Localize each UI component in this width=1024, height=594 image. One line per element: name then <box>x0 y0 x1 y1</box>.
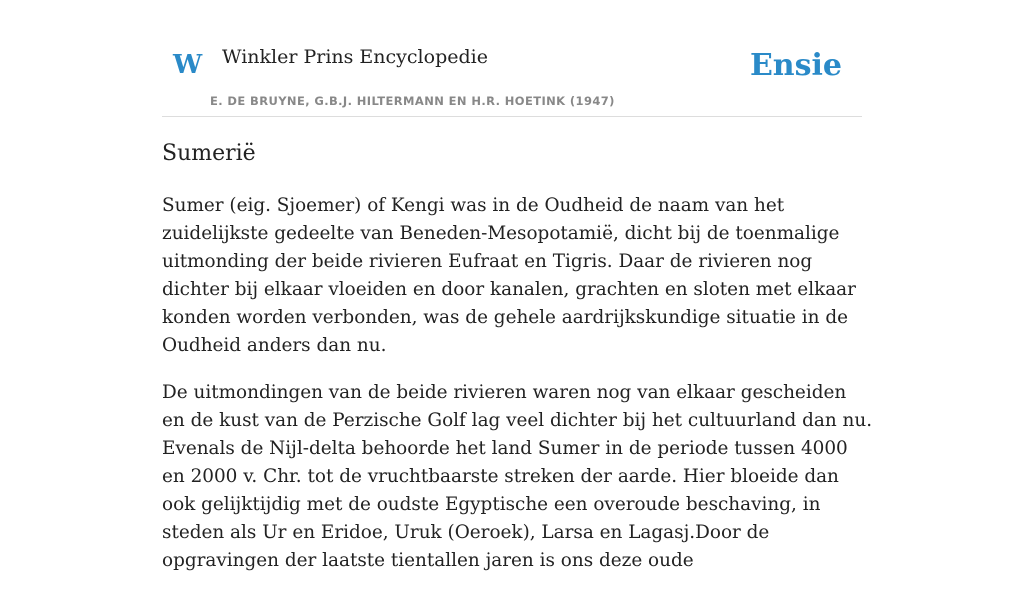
article-body <box>162 192 874 594</box>
ensie-brand-logo[interactable]: Ensie <box>749 48 842 83</box>
publication-authors: E. DE BRUYNE, G.B.J. HILTERMANN EN H.R. HOETINK (1947) <box>210 94 615 108</box>
publication-title[interactable]: Winkler Prins Encyclopedie <box>222 46 488 68</box>
article-title: Sumerië <box>162 141 256 166</box>
site-header <box>162 0 862 117</box>
encyclopedia-logo[interactable]: W <box>173 50 203 80</box>
article-paragraph: De uitmondingen van de beide rivieren waren nog van elkaar gescheiden en de kust van de Perzische Golf lag veel dichter bij het cultuurland dan nu. Evenals de Nijl-delta behoorde het land Sumer in de periode tussen 4000 en 2000 v. Chr. tot de vruchtbaarste streken der aarde. Hier bloeide dan ook gelijktijdig met de oudste Egyptische een overoude beschaving, in steden als Ur en Eridoe, Uruk (Oeroek), Larsa en Lagasj.Door de opgravingen der laatste tientallen jaren is ons deze oude <box>162 382 873 571</box>
article-paragraph: Sumer (eig. Sjoemer) of Kengi was in de Oudheid de naam van het zuidelijkste gedeelte van Beneden-Mesopotamië, dicht bij de toenmalige uitmonding der beide rivieren Eufraat en Tigris. Daar de rivieren nog dichter bij elkaar vloeiden en door kanalen, grachten en sloten met elkaar konden worden verbonden, was de gehele aardrijkskundige situatie in de Oudheid anders dan nu. <box>162 195 856 356</box>
